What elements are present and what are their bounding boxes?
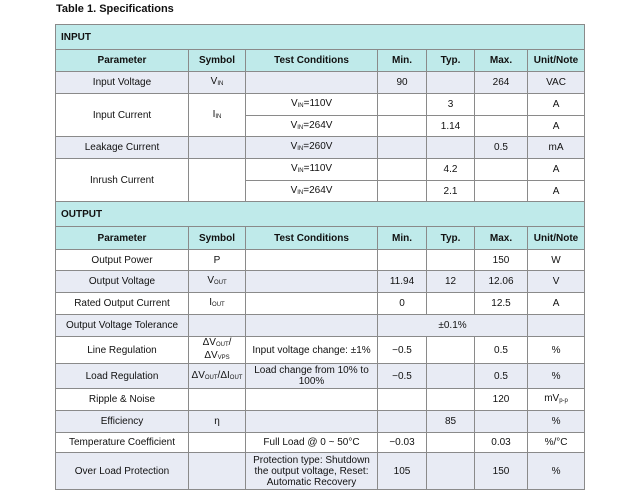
min-cell: 0	[378, 293, 427, 315]
param-cell: Output Voltage	[56, 271, 189, 293]
symbol-cell: $I_{IN}$	[189, 94, 246, 137]
unit-cell: %	[528, 453, 585, 490]
output-header-row	[56, 227, 585, 250]
max-cell: 0.03	[475, 433, 528, 453]
tolerance-value: ±0.1%	[378, 315, 528, 337]
typ-cell: 2.1	[427, 181, 475, 202]
typ-cell: 12	[427, 271, 475, 293]
max-cell: 12.06	[475, 271, 528, 293]
table-row	[56, 315, 585, 337]
conditions-cell	[246, 271, 378, 293]
min-cell: −0.5	[378, 337, 427, 364]
table-row	[56, 453, 585, 490]
symbol-cell	[189, 137, 246, 159]
header-conditions: Test Conditions	[246, 50, 378, 72]
unit-cell: mA	[528, 137, 585, 159]
min-cell: 90	[378, 72, 427, 94]
param-cell: Load Regulation	[56, 364, 189, 389]
typ-cell	[427, 137, 475, 159]
typ-cell	[427, 293, 475, 315]
table-row	[56, 433, 585, 453]
symbol-cell	[189, 389, 246, 411]
table-row	[56, 364, 585, 389]
table-row	[56, 250, 585, 271]
typ-cell	[427, 364, 475, 389]
conditions-cell: $V_{IN}=264V$	[246, 116, 378, 137]
conditions-cell	[246, 411, 378, 433]
max-cell: 0.5	[475, 364, 528, 389]
symbol-cell: P	[189, 250, 246, 271]
min-cell	[378, 137, 427, 159]
unit-cell	[528, 315, 585, 337]
header-typ: Typ.	[427, 50, 475, 72]
table-caption: Table 1. Specifications	[56, 3, 174, 15]
unit-cell: $mV_{p-p}$	[528, 389, 585, 411]
table-row	[56, 94, 585, 116]
table-row	[56, 72, 585, 94]
param-cell: Rated Output Current	[56, 293, 189, 315]
unit-cell: %	[528, 337, 585, 364]
header-typ: Typ.	[427, 227, 475, 250]
max-cell: 0.5	[475, 137, 528, 159]
symbol-cell: $\Delta V_{OUT}/\Delta V_{VPS}$	[189, 337, 246, 364]
input-section-title: INPUT	[56, 25, 585, 50]
typ-cell	[427, 453, 475, 490]
input-header-row	[56, 50, 585, 72]
symbol-cell: $V_{IN}$	[189, 72, 246, 94]
max-cell: 12.5	[475, 293, 528, 315]
symbol-cell	[189, 159, 246, 202]
output-section-title: OUTPUT	[56, 202, 585, 227]
unit-cell: V	[528, 271, 585, 293]
table-row	[56, 159, 585, 181]
header-min: Min.	[378, 227, 427, 250]
param-cell: Output Power	[56, 250, 189, 271]
param-cell: Input Current	[56, 94, 189, 137]
param-cell: Input Voltage	[56, 72, 189, 94]
symbol-cell	[189, 453, 246, 490]
typ-cell	[427, 389, 475, 411]
max-cell	[475, 116, 528, 137]
param-cell: Over Load Protection	[56, 453, 189, 490]
min-cell: 11.94	[378, 271, 427, 293]
unit-cell: A	[528, 159, 585, 181]
param-cell: Temperature Coefficient	[56, 433, 189, 453]
header-parameter: Parameter	[56, 50, 189, 72]
min-cell: −0.03	[378, 433, 427, 453]
conditions-cell	[246, 72, 378, 94]
header-min: Min.	[378, 50, 427, 72]
typ-cell	[427, 433, 475, 453]
typ-cell: 85	[427, 411, 475, 433]
unit-cell: A	[528, 293, 585, 315]
conditions-cell	[246, 389, 378, 411]
specifications-table	[55, 24, 585, 490]
typ-cell	[427, 250, 475, 271]
unit-cell: A	[528, 181, 585, 202]
header-max: Max.	[475, 50, 528, 72]
conditions-cell: Protection type: Shutdown the output voltage, Reset: Automatic Recovery	[246, 453, 378, 490]
min-cell	[378, 411, 427, 433]
conditions-cell: Load change from 10% to 100%	[246, 364, 378, 389]
header-max: Max.	[475, 227, 528, 250]
table-row	[56, 411, 585, 433]
min-cell	[378, 250, 427, 271]
conditions-cell: $V_{IN}=260V$	[246, 137, 378, 159]
min-cell	[378, 159, 427, 181]
max-cell: 264	[475, 72, 528, 94]
conditions-cell	[246, 250, 378, 271]
symbol-cell: $I_{OUT}$	[189, 293, 246, 315]
conditions-cell: Full Load @ 0 ~ 50°C	[246, 433, 378, 453]
unit-cell: A	[528, 94, 585, 116]
conditions-cell: $V_{IN}=110V$	[246, 94, 378, 116]
max-cell: 150	[475, 250, 528, 271]
min-cell	[378, 389, 427, 411]
max-cell	[475, 411, 528, 433]
max-cell	[475, 159, 528, 181]
conditions-cell: $V_{IN}=264V$	[246, 181, 378, 202]
table-row	[56, 271, 585, 293]
table-row	[56, 337, 585, 364]
unit-cell: %	[528, 411, 585, 433]
header-unit: Unit/Note	[528, 227, 585, 250]
conditions-cell: Input voltage change: ±1%	[246, 337, 378, 364]
min-cell: 105	[378, 453, 427, 490]
unit-cell: %/°C	[528, 433, 585, 453]
param-cell: Inrush Current	[56, 159, 189, 202]
param-cell: Efficiency	[56, 411, 189, 433]
typ-cell: 1.14	[427, 116, 475, 137]
min-cell	[378, 181, 427, 202]
param-cell: Line Regulation	[56, 337, 189, 364]
table-row	[56, 389, 585, 411]
max-cell: 0.5	[475, 337, 528, 364]
symbol-cell: $V_{OUT}$	[189, 271, 246, 293]
conditions-cell	[246, 293, 378, 315]
max-cell	[475, 181, 528, 202]
param-cell: Leakage Current	[56, 137, 189, 159]
unit-cell: W	[528, 250, 585, 271]
conditions-cell	[246, 315, 378, 337]
typ-cell: 3	[427, 94, 475, 116]
min-cell	[378, 94, 427, 116]
table-row	[56, 293, 585, 315]
header-symbol: Symbol	[189, 50, 246, 72]
unit-cell: VAC	[528, 72, 585, 94]
typ-cell	[427, 72, 475, 94]
param-cell: Ripple & Noise	[56, 389, 189, 411]
max-cell: 120	[475, 389, 528, 411]
param-cell: Output Voltage Tolerance	[56, 315, 189, 337]
table-row	[56, 137, 585, 159]
unit-cell: %	[528, 364, 585, 389]
header-symbol: Symbol	[189, 227, 246, 250]
min-cell	[378, 116, 427, 137]
conditions-cell: $V_{IN}=110V$	[246, 159, 378, 181]
header-unit: Unit/Note	[528, 50, 585, 72]
symbol-cell: η	[189, 411, 246, 433]
header-parameter: Parameter	[56, 227, 189, 250]
min-cell: −0.5	[378, 364, 427, 389]
max-cell	[475, 94, 528, 116]
max-cell: 150	[475, 453, 528, 490]
symbol-cell	[189, 315, 246, 337]
header-conditions: Test Conditions	[246, 227, 378, 250]
symbol-cell: $\Delta V_{OUT}/\Delta I_{OUT}$	[189, 364, 246, 389]
typ-cell: 4.2	[427, 159, 475, 181]
symbol-cell	[189, 433, 246, 453]
typ-cell	[427, 337, 475, 364]
unit-cell: A	[528, 116, 585, 137]
